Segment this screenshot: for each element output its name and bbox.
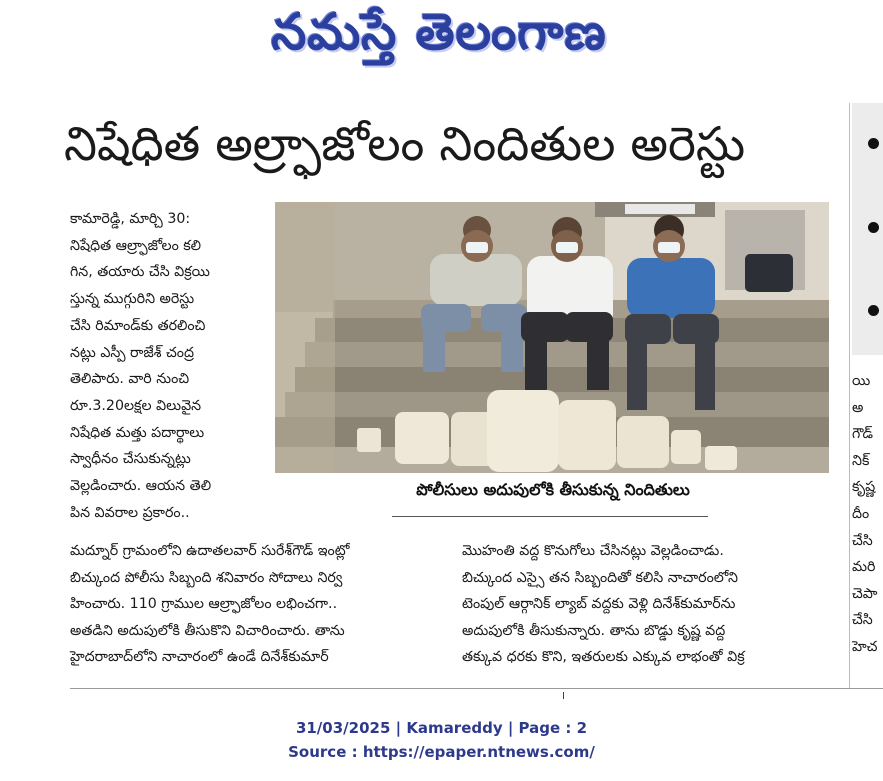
article-column-1 (70, 538, 438, 671)
text-line: టెంపుల్ ఆర్గానిక్ ల్యాబ్ వద్దకు వెళ్లి దినేశ్‌కుమార్‌ను (462, 596, 736, 613)
text-line: హెచ (852, 638, 878, 655)
photo-caption: పోలీసులు అదుపులోకి తీసుకున్న నిందితులు (416, 480, 690, 499)
text-line: నట్లు ఎస్పీ రాజేశ్ చంద్ర (70, 344, 194, 361)
text-line: నిక్ (852, 452, 870, 469)
text-line: కామారెడ్డి, మార్చి 30: (70, 211, 191, 227)
text-line: మరి (852, 559, 876, 576)
footer-source-line: Source : https://epaper.ntnews.com/ (288, 743, 595, 761)
bullet-dot-icon (868, 222, 879, 233)
text-line: అ (852, 399, 864, 416)
text-line: నిషేధిత ఆల్ర్ఫాజోలం కలి (70, 237, 202, 254)
text-line: తెలిపారు. వారి నుంచి (70, 371, 190, 388)
bullet-dot-icon (868, 138, 879, 149)
text-line: మొహంతి వద్ద కొనుగోలు చేసినట్లు వెల్లడించాడు. (462, 543, 724, 559)
text-line: గిన, తయారు చేసి విక్రయి (70, 264, 210, 281)
text-line: అదుపులోకి తీసుకున్నారు. తాను బొడ్డు కృష్ణ వద్ద (462, 622, 726, 639)
text-line: బిచ్కుంద ఎస్సై తన సిబ్బందితో కలిసి నాచారంలోని (462, 569, 738, 586)
adjacent-article-cropped (852, 368, 883, 698)
column-divider (849, 103, 850, 688)
text-line: రూ.3.20లక్షల విలువైన (70, 397, 202, 414)
article-photo (275, 202, 829, 473)
text-line: నిషేధిత మత్తు పదార్థాలు (70, 424, 205, 441)
text-line: కృష్ణ (852, 479, 876, 496)
caption-underline (392, 516, 708, 517)
text-line: వెల్లడించారు. ఆయన తెలి (70, 478, 212, 495)
text-line: గౌడ్ (852, 426, 874, 443)
text-line: అతడిని అదుపులోకి తీసుకొని విచారించారు. తాను (70, 622, 345, 639)
footer-date-line: 31/03/2025 | Kamareddy | Page : 2 (295, 719, 588, 737)
text-line: స్తున్న ముగ్గురిని అరెస్టు (70, 291, 195, 308)
text-line: హించారు. 110 గ్రాముల ఆల్ర్ఫాజోలం లభించగా.. (70, 596, 338, 613)
bullet-dot-icon (868, 305, 879, 316)
masthead-title: నమస్తే తెలంగాణ (271, 2, 607, 61)
text-line: దీం (852, 505, 870, 522)
text-line: పిన వివరాల ప్రకారం.. (70, 504, 190, 521)
article-headline: నిషేధిత అల్ర్ఫాజోలం నిందితుల అరెస్టు (64, 117, 746, 172)
article-intro-column (70, 206, 264, 526)
text-line: తక్కువ ధరకు కొని, ఇతరులకు ఎక్కువ లాభంతో విక్ర (462, 649, 745, 666)
text-line: యి (852, 373, 871, 389)
page-bottom-rule (70, 688, 883, 689)
text-line: చెపా (852, 585, 878, 602)
article-column-2 (462, 538, 830, 671)
text-line: మద్నూర్ గ్రామంలోని ఉదాతలవార్ సురేశ్‌గౌడ్ ఇంట్లో (70, 543, 350, 559)
accused-photo-illustration (275, 202, 829, 473)
masthead-logo (236, 2, 642, 74)
text-line: స్వాధీనం చేసుకున్నట్లు (70, 451, 191, 468)
text-line: హైదరాబాద్‌లోని నాచారంలో ఉండే దినేశ్‌కుమార్ (70, 649, 329, 666)
text-line: చేసి రిమాండ్‌కు తరలించి (70, 317, 206, 334)
text-line: చేసి (852, 612, 873, 629)
text-line: బిచ్కుంద పోలీసు సిబ్బంది శనివారం సోదాలు నిర్వ (70, 569, 343, 586)
text-line: చేసి (852, 532, 873, 549)
column-tick-mark (563, 692, 564, 699)
